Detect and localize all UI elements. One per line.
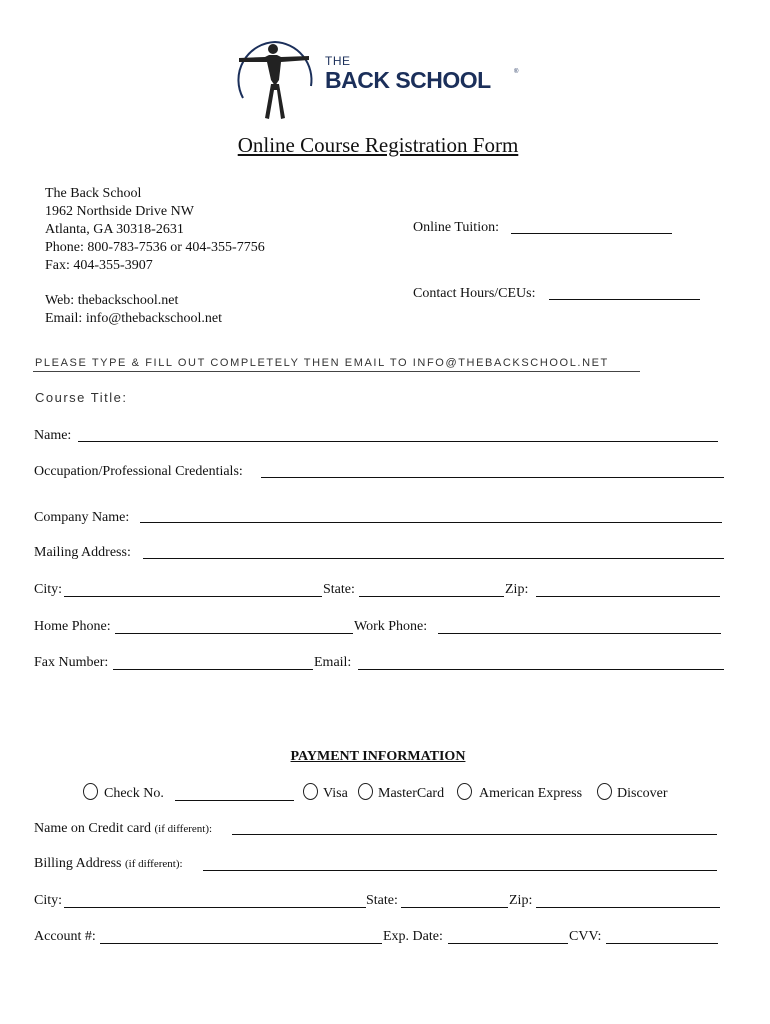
address-city: Atlanta, GA 30318-2631 xyxy=(45,222,184,237)
discover-radio[interactable] xyxy=(597,783,612,800)
billing-address-field[interactable] xyxy=(203,870,717,871)
fax-field[interactable] xyxy=(113,669,313,670)
occupation-label: Occupation/Professional Credentials: xyxy=(34,464,243,479)
check-radio[interactable] xyxy=(83,783,98,800)
mailing-field[interactable] xyxy=(143,558,724,559)
billing-state-field[interactable] xyxy=(401,907,508,908)
address-fax: Fax: 404-355-3907 xyxy=(45,258,153,273)
fax-label: Fax Number: xyxy=(34,655,109,670)
name-on-card-label xyxy=(34,821,212,837)
work-phone-field[interactable] xyxy=(438,633,721,634)
if-different-note: (if different): xyxy=(154,823,213,835)
billing-city-label: City: xyxy=(34,893,63,908)
discover-label: Discover xyxy=(617,786,668,801)
billing-city-field[interactable] xyxy=(64,907,366,908)
tuition-label: Online Tuition: xyxy=(413,220,499,235)
logo-name-text: BACK SCHOOL xyxy=(325,67,491,93)
address-phone: Phone: 800-783-7536 or 404-355-7756 xyxy=(45,240,265,255)
company-label: Company Name: xyxy=(34,510,130,525)
payment-title: PAYMENT INFORMATION xyxy=(290,749,466,764)
check-label: Check No. xyxy=(104,786,164,801)
visa-label: Visa xyxy=(323,786,348,801)
email-field[interactable] xyxy=(358,669,724,670)
billing-state-label: State: xyxy=(366,893,398,908)
tuition-field[interactable] xyxy=(511,233,672,234)
address-web: Web: thebackschool.net xyxy=(45,293,179,308)
city-field[interactable] xyxy=(64,596,322,597)
home-phone-field[interactable] xyxy=(115,633,353,634)
state-label: State: xyxy=(323,582,355,597)
billing-zip-field[interactable] xyxy=(536,907,720,908)
email-label: Email: xyxy=(314,655,352,670)
mailing-label: Mailing Address: xyxy=(34,545,131,560)
account-field[interactable] xyxy=(100,943,382,944)
exp-date-label: Exp. Date: xyxy=(383,929,443,944)
billing-address-text: Billing Address xyxy=(34,856,122,871)
name-on-card-text: Name on Credit card xyxy=(34,821,152,836)
amex-radio[interactable] xyxy=(457,783,472,800)
state-field[interactable] xyxy=(359,596,504,597)
mastercard-label: MasterCard xyxy=(378,786,445,801)
city-label: City: xyxy=(34,582,63,597)
instruction-underline xyxy=(33,371,640,372)
company-field[interactable] xyxy=(140,522,722,523)
ceu-label: Contact Hours/CEUs: xyxy=(413,286,536,301)
billing-if-different-note: (if different): xyxy=(125,858,183,870)
billing-address-label xyxy=(34,856,183,872)
cvv-label: CVV: xyxy=(569,929,602,944)
occupation-field[interactable] xyxy=(261,477,724,478)
form-title: Online Course Registration Form xyxy=(237,133,519,157)
logo-registered-mark: ® xyxy=(514,69,519,75)
address-email: Email: info@thebackschool.net xyxy=(45,311,222,326)
address-org: The Back School xyxy=(45,186,142,201)
exp-date-field[interactable] xyxy=(448,943,568,944)
instruction-text: PLEASE TYPE & FILL OUT COMPLETELY THEN EMAIL TO INFO@THEBACKSCHOOL.NET xyxy=(35,357,609,369)
ceu-field[interactable] xyxy=(549,299,700,300)
course-title-label: Course Title: xyxy=(35,390,128,405)
home-phone-label: Home Phone: xyxy=(34,619,111,634)
amex-label: American Express xyxy=(479,786,583,801)
visa-radio[interactable] xyxy=(303,783,318,800)
vitruvian-figure-icon xyxy=(235,38,315,122)
check-number-field[interactable] xyxy=(175,800,294,801)
logo-the-text: THE xyxy=(325,54,351,68)
name-field[interactable] xyxy=(78,441,718,442)
zip-field[interactable] xyxy=(536,596,720,597)
mastercard-radio[interactable] xyxy=(358,783,373,800)
name-on-card-field[interactable] xyxy=(232,834,717,835)
cvv-field[interactable] xyxy=(606,943,718,944)
zip-label: Zip: xyxy=(505,582,529,597)
work-phone-label: Work Phone: xyxy=(354,619,428,634)
address-street: 1962 Northside Drive NW xyxy=(45,204,194,219)
back-school-logo xyxy=(235,38,535,124)
account-label: Account #: xyxy=(34,929,96,944)
billing-zip-label: Zip: xyxy=(509,893,533,908)
name-label: Name: xyxy=(34,428,72,443)
